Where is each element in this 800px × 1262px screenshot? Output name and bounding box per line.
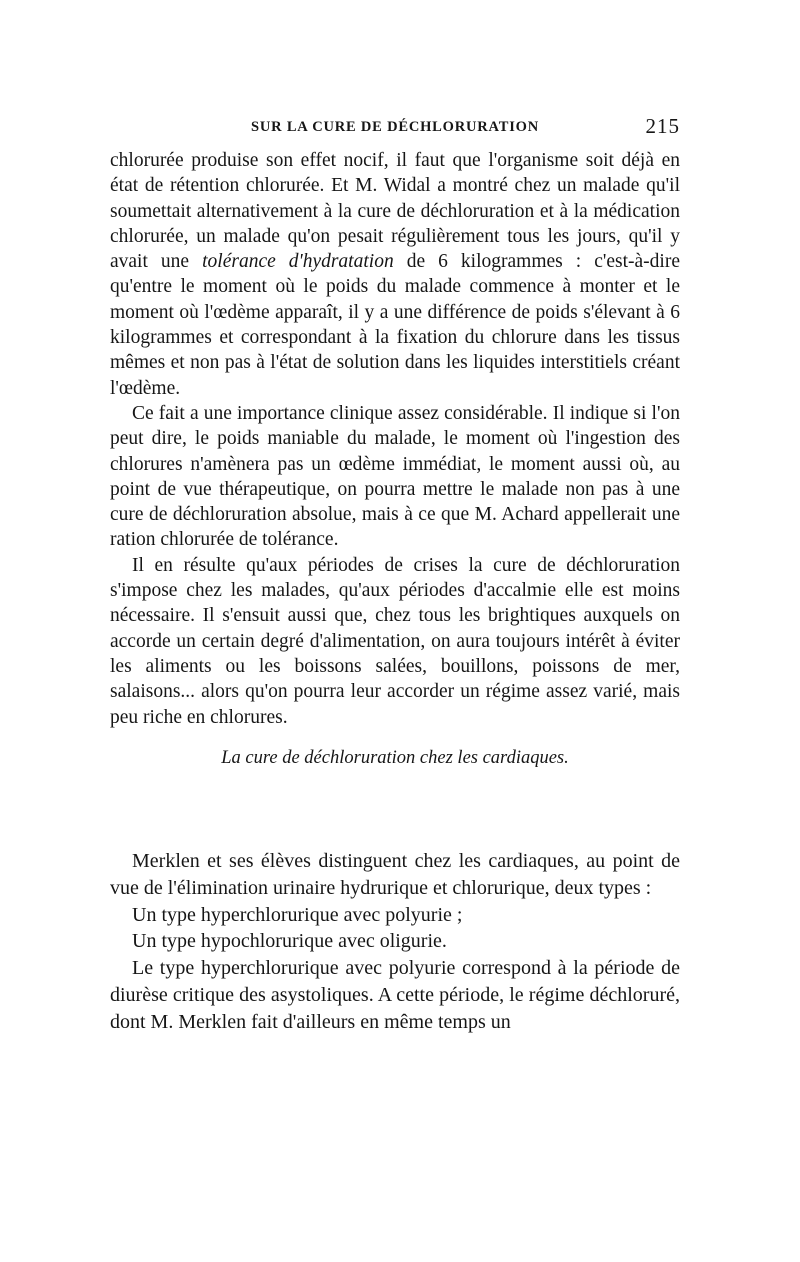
paragraph: Merklen et ses élèves distinguent chez les cardiaques, au point de vue de l'élimination urinaire hydrurique et chlorurique, deux types : xyxy=(110,850,680,899)
running-title: SUR LA CURE DE DÉCHLORURATION xyxy=(251,119,539,135)
paragraph: Ce fait a une importance clinique assez considérable. Il indique si l'on peut dire, le poids maniable du malade, le moment où l'ingestion des chlorures n'amènera pas un œdème immédiat, le moment aussi où, au point de vue thérapeutique, on pourra mettre le malade non pas à une cure de déchloruration absolue, mais à ce que M. Achard appellerait une ration chlorurée de tolérance. xyxy=(110,402,680,551)
list-item: Un type hypochlorurique avec oligurie. xyxy=(132,930,447,953)
paragraph-text: de 6 kilogrammes : c'est-à-dire qu'entre le moment où le poids du malade commence à monter et le moment où l'œdème apparaît, il y a une différence de poids s'élevant à 6 kilogrammes et correspondant à la fixation du chlorure dans les tissus mêmes et non pas à l'état de solution dans les liquides interstitiels créant l'œdème. xyxy=(110,251,680,399)
main-text-lower xyxy=(110,848,680,1036)
paragraph: Il en résulte qu'aux périodes de crises la cure de déchloruration s'impose chez les malades, qu'aux périodes d'accalmie elle est moins nécessaire. Il s'ensuit aussi que, chez tous les brightiques auxquels on accorde un certain degré d'alimentation, on aura toujours intérêt à éviter les aliments ou les boissons salées, bouillons, poissons de mer, salaisons... alors qu'on pourra leur accorder un régime assez varié, mais peu riche en chlorures. xyxy=(110,554,680,728)
paragraph: Le type hyperchlorurique avec polyurie correspond à la période de diurèse critique des asystoliques. A cette période, le régime déchloruré, dont M. Merklen fait d'ailleurs en même temps un xyxy=(110,957,680,1033)
main-text-upper xyxy=(110,148,680,788)
paragraph-text: chlorurée produise son effet nocif, il faut que l'organisme soit déjà en état de rétention chlorurée. Et M. Widal a montré chez un malade qu'il soumettait alternativement à la cure de déchloruration et à la médication chlorurée, un malade qu'on pesait régulièrement tous les jours, qu'il y avait une xyxy=(110,150,680,273)
list-item: Un type hyperchlorurique avec polyurie ; xyxy=(132,903,463,926)
italic-term: tolérance d'hydratation xyxy=(202,251,394,273)
section-heading: La cure de déchloruration chez les cardiaques. xyxy=(221,747,569,768)
paragraph xyxy=(110,148,680,401)
running-head xyxy=(110,114,680,141)
page-number: 215 xyxy=(645,114,680,138)
